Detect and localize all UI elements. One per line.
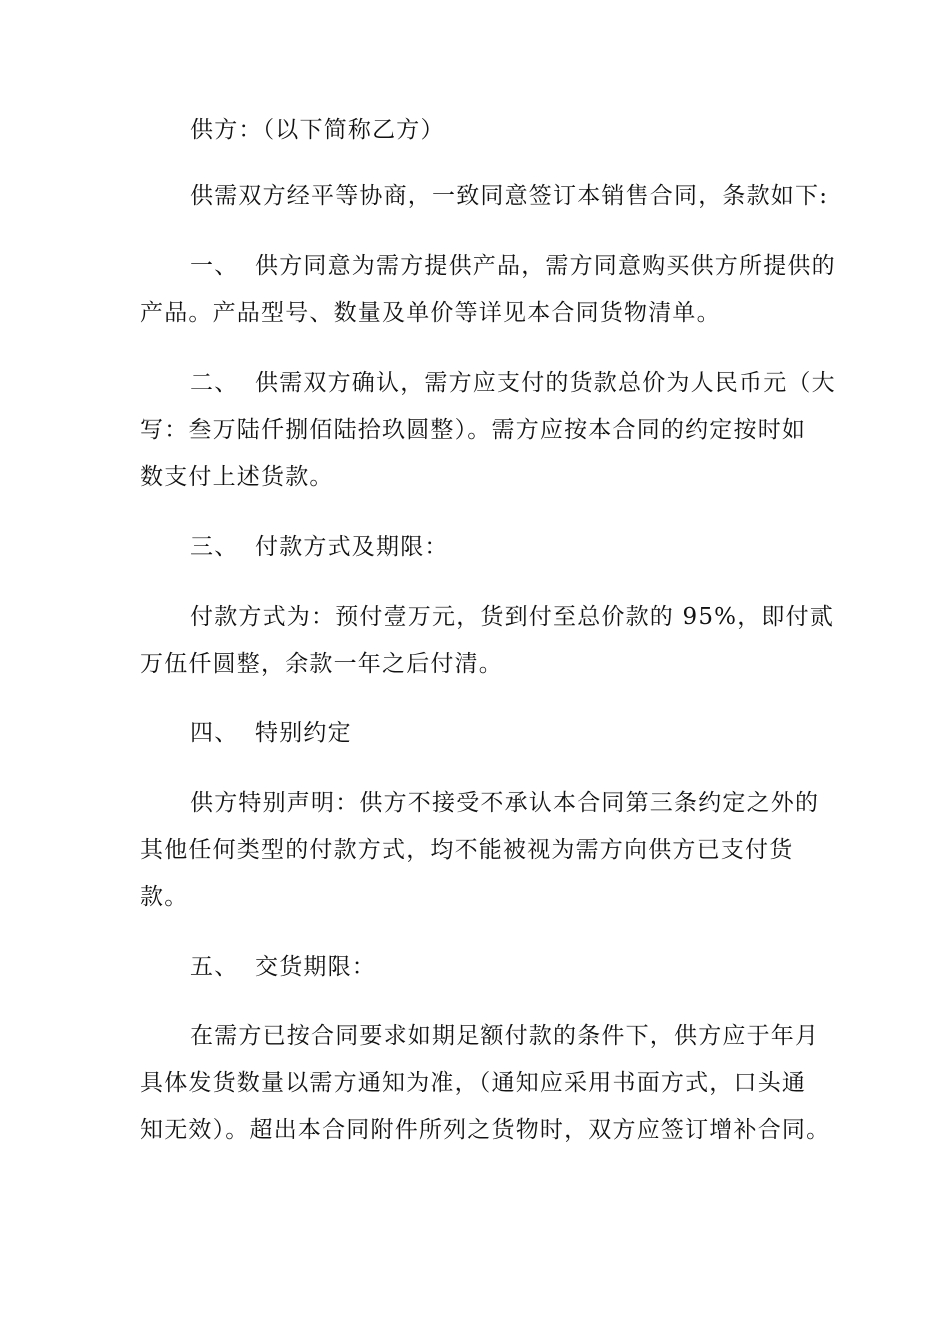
special-paragraph-line-2: 其他任何类型的付款方式，均不能被视为需方向供方已支付货	[140, 837, 794, 863]
delivery-paragraph-line-2: 具体发货数量以需方通知为准，（通知应采用书面方式，口头通	[140, 1070, 807, 1096]
delivery-paragraph-line-1: 在需方已按合同要求如期足额付款的条件下，供方应于年月	[190, 1023, 820, 1049]
special-paragraph-line-3: 款。	[140, 884, 189, 910]
clause-2-number: 二、	[190, 370, 239, 396]
clause-5-heading: 交货期限：	[255, 954, 376, 980]
clause-2-line-2: 写：叁万陆仟捌佰陆拾玖圆整）。需方应按本合同的约定按时如	[140, 417, 807, 443]
special-paragraph-line-1: 供方特别声明：供方不接受不承认本合同第三条约定之外的	[190, 790, 820, 816]
intro-paragraph: 供需双方经平等协商，一致同意签订本销售合同，条款如下:	[190, 183, 829, 209]
clause-5-number: 五、	[190, 954, 239, 980]
clause-1-number: 一、	[190, 253, 239, 279]
clause-4-number: 四、	[190, 720, 239, 746]
supplier-line: 供方：（以下简称乙方）	[190, 117, 445, 143]
clause-2-line-1: 供需双方确认，需方应支付的货款总价为人民币元（大	[255, 370, 836, 396]
clause-2-line-3: 数支付上述货款。	[140, 464, 334, 490]
clause-4-heading: 特别约定	[255, 720, 352, 746]
clause-3-heading: 付款方式及期限：	[255, 534, 449, 560]
clause-3-number: 三、	[190, 534, 239, 560]
clause-1-line-2: 产品。产品型号、数量及单价等详见本合同货物清单。	[140, 300, 721, 326]
payment-paragraph-line-2: 万伍仟圆整，余款一年之后付清。	[140, 651, 503, 677]
clause-1-line-1: 供方同意为需方提供产品，需方同意购买供方所提供的	[255, 253, 836, 279]
payment-paragraph-line-1: 付款方式为：预付壹万元，货到付至总价款的 95%，即付贰	[190, 604, 835, 630]
delivery-paragraph-line-3: 知无效）。超出本合同附件所列之货物时，双方应签订增补合同。	[140, 1117, 831, 1143]
